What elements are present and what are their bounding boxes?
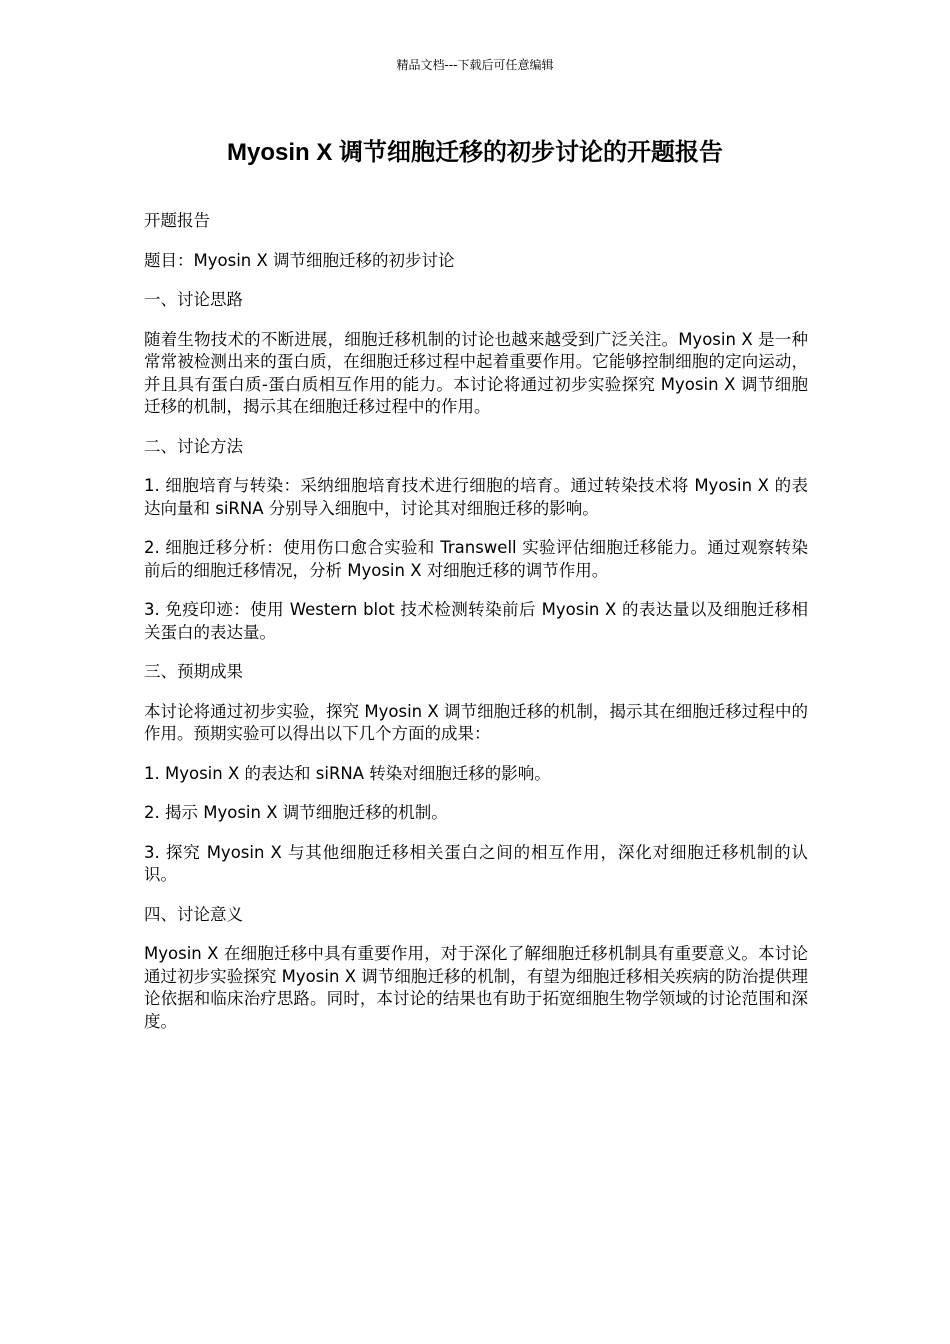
document-body <box>144 210 808 1050</box>
paragraph: 随着生物技术的不断进展，细胞迁移机制的讨论也越来越受到广泛关注。Myosin X 是一种常常被检测出来的蛋白质，在细胞迁移过程中起着重要作用。它能够控制细胞的定向运动，并且具有蛋白质-蛋白质相互作用的能力。本讨论将通过初步实验探究 Myosin X 调节细胞迁移的机制，揭示其在细胞迁移过程中的作用。 <box>144 329 808 416</box>
section-heading-2: 二、讨论方法 <box>144 436 243 456</box>
paragraph: Myosin X 在细胞迁移中具有重要作用，对于深化了解细胞迁移机制具有重要意义。本讨论通过初步实验探究 Myosin X 调节细胞迁移的机制，有望为细胞迁移相关疾病的防治提供理论依据和临床治疗思路。同时，本讨论的结果也有助于拓宽细胞生物学领域的讨论范围和深度。 <box>144 944 808 1031</box>
list-item: 1. Myosin X 的表达和 siRNA 转染对细胞迁移的影响。 <box>144 763 551 783</box>
paragraph-subject: 题目：Myosin X 调节细胞迁移的初步讨论 <box>144 250 455 270</box>
list-item: 3. 免疫印迹：使用 Western blot 技术检测转染前后 Myosin X 的表达量以及细胞迁移相关蛋白的表达量。 <box>144 600 808 642</box>
paragraph: 本讨论将通过初步实验，探究 Myosin X 调节细胞迁移的机制，揭示其在细胞迁移过程中的作用。预期实验可以得出以下几个方面的成果： <box>144 701 808 743</box>
document-title: Myosin X 调节细胞迁移的初步讨论的开题报告 <box>226 139 724 166</box>
list-item: 2. 细胞迁移分析：使用伤口愈合实验和 Transwell 实验评估细胞迁移能力。通过观察转染前后的细胞迁移情况，分析 Myosin X 对细胞迁移的调节作用。 <box>144 538 808 580</box>
section-heading-1: 一、讨论思路 <box>144 290 243 309</box>
header-note: 精品文档---下载后可任意编辑 <box>396 58 554 72</box>
list-item: 3. 探究 Myosin X 与其他细胞迁移相关蛋白之间的相互作用，深化对细胞迁移机制的认识。 <box>144 842 808 884</box>
list-item: 1. 细胞培育与转染：采纳细胞培育技术进行细胞的培育。通过转染技术将 Myosin X 的表达向量和 siRNA 分别导入细胞中，讨论其对细胞迁移的影响。 <box>144 476 808 518</box>
list-item: 2. 揭示 Myosin X 调节细胞迁移的机制。 <box>144 803 448 822</box>
section-heading-4: 四、讨论意义 <box>144 904 243 924</box>
section-heading-3: 三、预期成果 <box>144 662 243 681</box>
paragraph-label: 开题报告 <box>144 211 210 230</box>
